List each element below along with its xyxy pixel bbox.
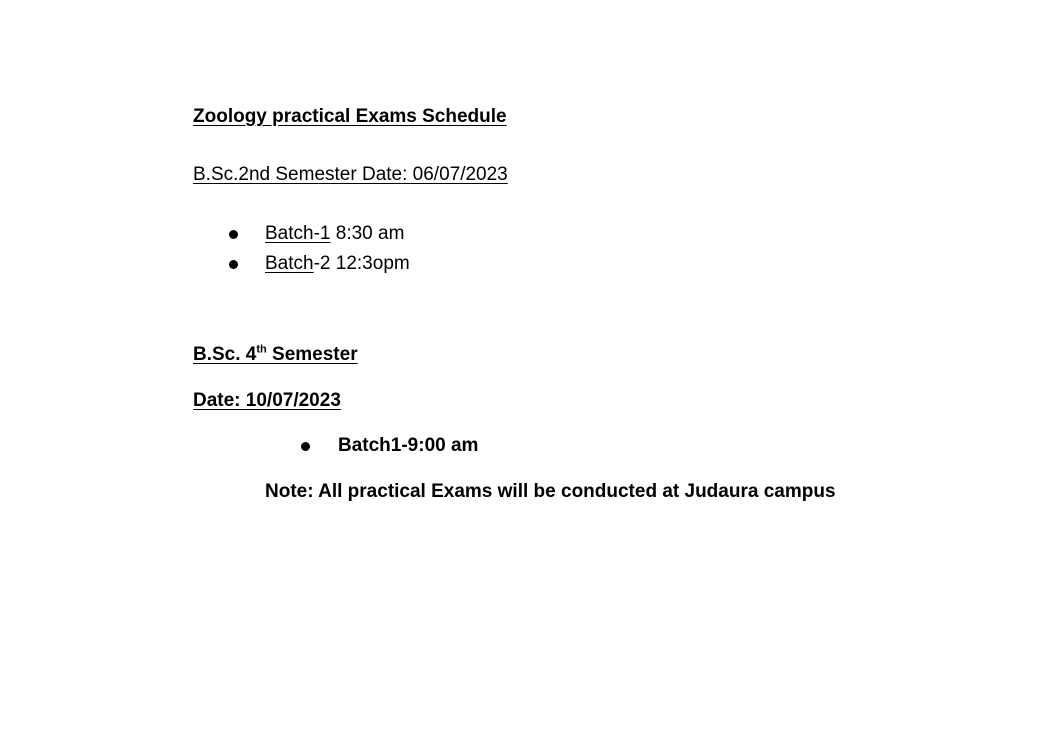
batch-2-time: -2 12:3opm (313, 253, 410, 274)
page-title: Zoology practical Exams Schedule (193, 106, 507, 127)
bullet-icon (229, 260, 238, 269)
sem2-batch-1 (265, 222, 404, 246)
batch-1-label: Batch-1 (265, 223, 331, 244)
batch-2-label: Batch (265, 253, 314, 274)
sem4-heading-sup: th (256, 343, 267, 356)
note-text: Note: All practical Exams will be conducted at Judaura campus (265, 481, 836, 502)
bullet-icon (229, 230, 238, 239)
sem4-heading (193, 343, 358, 367)
sem4-heading-prefix: B.Sc. 4 (193, 344, 257, 365)
sem4-heading-suffix: Semester (266, 344, 358, 365)
sem4-batch: Batch1-9:00 am (338, 435, 479, 456)
bullet-icon (301, 442, 310, 451)
batch-1-time: 8:30 am (330, 223, 405, 244)
sem4-date: Date: 10/07/2023 (193, 390, 341, 411)
sem2-batch-2 (265, 252, 410, 276)
sem2-heading: B.Sc.2nd Semester Date: 06/07/2023 (193, 164, 508, 185)
